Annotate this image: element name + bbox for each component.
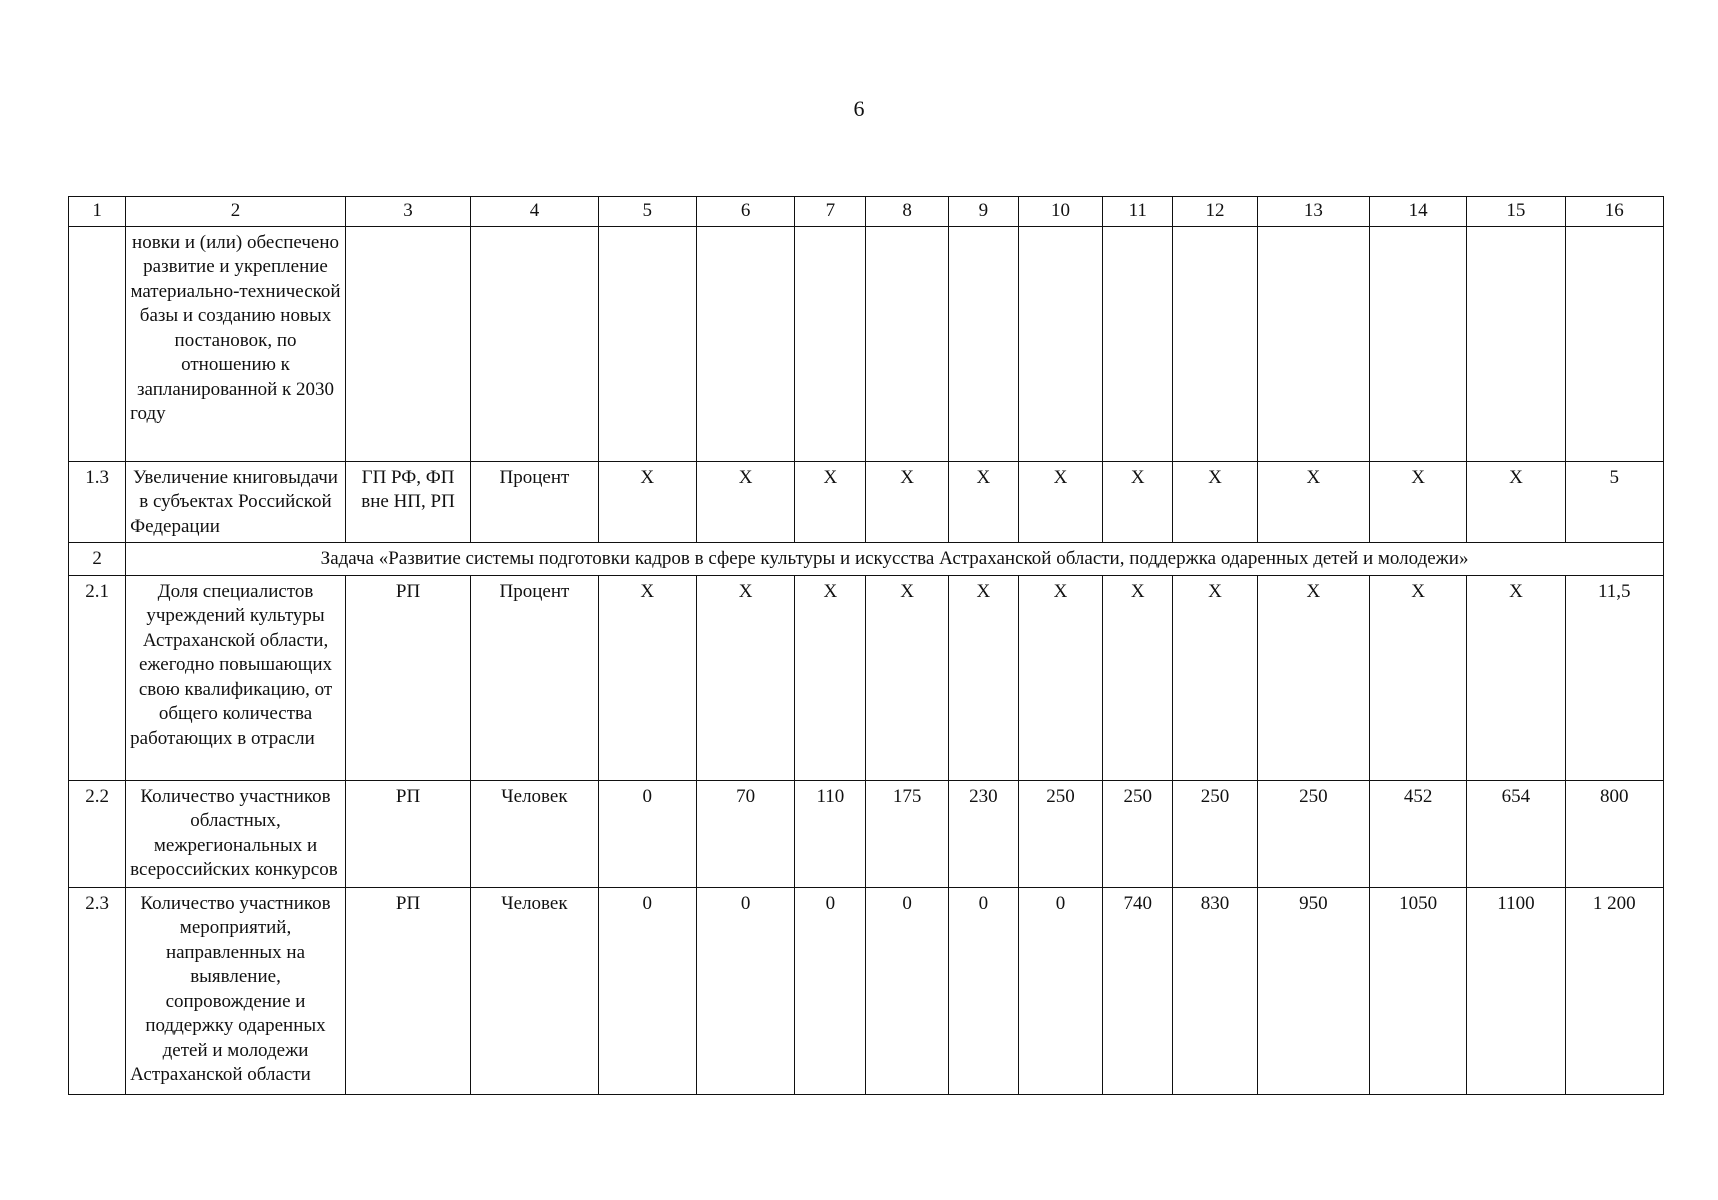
value-cell: Х (948, 461, 1018, 542)
value-cell: Х (1018, 461, 1102, 542)
indicator-name: Увеличение книговыдачи в субъектах Российской Федерации (126, 461, 346, 542)
value-cell: Х (1369, 461, 1466, 542)
value-cell: Х (696, 575, 794, 780)
empty-cell (1173, 226, 1257, 461)
column-number: 10 (1018, 197, 1102, 227)
value-cell: Х (866, 575, 948, 780)
empty-cell (598, 226, 696, 461)
value-cell: Х (1257, 575, 1369, 780)
value-cell: Х (598, 575, 696, 780)
table-row-continuation (69, 226, 1664, 461)
value-cell: 5 (1565, 461, 1663, 542)
table-row (69, 887, 1664, 1094)
column-number: 1 (69, 197, 126, 227)
value-cell: 1050 (1369, 887, 1466, 1094)
value-cell: Х (1369, 575, 1466, 780)
empty-cell (948, 226, 1018, 461)
value-cell: 250 (1018, 780, 1102, 887)
column-number: 6 (696, 197, 794, 227)
value-cell: Х (1173, 575, 1257, 780)
empty-cell (1467, 226, 1565, 461)
value-cell: 654 (1467, 780, 1565, 887)
value-cell: Х (1103, 461, 1173, 542)
value-cell: Х (795, 461, 866, 542)
column-number: 8 (866, 197, 948, 227)
value-cell: Х (1173, 461, 1257, 542)
empty-cell (795, 226, 866, 461)
empty-cell (1103, 226, 1173, 461)
task-row (69, 542, 1664, 575)
value-cell: 0 (866, 887, 948, 1094)
value-cell: 230 (948, 780, 1018, 887)
row-number: 2.2 (69, 780, 126, 887)
source-cell: РП (345, 887, 470, 1094)
empty-cell (345, 226, 470, 461)
value-cell: 740 (1103, 887, 1173, 1094)
value-cell: 0 (696, 887, 794, 1094)
value-cell: 800 (1565, 780, 1663, 887)
value-cell: 175 (866, 780, 948, 887)
row-number: 1.3 (69, 461, 126, 542)
indicator-name: Количество участников мероприятий, направленных на выявление, сопровождение и поддержку одаренных детей и молодежи Астраханской области (126, 887, 346, 1094)
value-cell: 0 (948, 887, 1018, 1094)
value-cell: 0 (1018, 887, 1102, 1094)
column-number: 3 (345, 197, 470, 227)
value-cell: 452 (1369, 780, 1466, 887)
column-number: 14 (1369, 197, 1466, 227)
row-number: 2 (69, 542, 126, 575)
value-cell: 11,5 (1565, 575, 1663, 780)
empty-cell (1018, 226, 1102, 461)
value-cell: Х (795, 575, 866, 780)
empty-cell (1565, 226, 1663, 461)
column-number: 11 (1103, 197, 1173, 227)
value-cell: Х (696, 461, 794, 542)
column-number-row (69, 197, 1664, 227)
indicator-name: Доля специалистов учреждений культуры Астраханской области, ежегодно повышающих свою квалификацию, от общего количества работающих в отрасли (126, 575, 346, 780)
empty-cell (1257, 226, 1369, 461)
value-cell: Х (1467, 575, 1565, 780)
page-number: 6 (853, 96, 865, 121)
unit-cell: Человек (471, 780, 598, 887)
value-cell: Х (866, 461, 948, 542)
value-cell: Х (1467, 461, 1565, 542)
source-cell: РП (345, 575, 470, 780)
value-cell: 0 (795, 887, 866, 1094)
unit-cell: Человек (471, 887, 598, 1094)
column-number: 2 (126, 197, 346, 227)
row-number: 2.1 (69, 575, 126, 780)
indicator-name: Количество участников областных, межрегиональных и всероссийских конкурсов (126, 780, 346, 887)
value-cell: 250 (1173, 780, 1257, 887)
row-number-cell (69, 226, 126, 461)
table-row (69, 780, 1664, 887)
column-number: 15 (1467, 197, 1565, 227)
column-number: 16 (1565, 197, 1663, 227)
row-number: 2.3 (69, 887, 126, 1094)
value-cell: 250 (1103, 780, 1173, 887)
value-cell: Х (1103, 575, 1173, 780)
empty-cell (471, 226, 598, 461)
value-cell: Х (598, 461, 696, 542)
indicator-name: новки и (или) обеспечено развитие и укрепление материально-технической базы и созданию новых постановок, по отношению к запланированной к 2030 году (126, 226, 346, 461)
column-number: 7 (795, 197, 866, 227)
task-title: Задача «Развитие системы подготовки кадров в сфере культуры и искусства Астраханской области, поддержка одаренных детей и молодежи» (126, 542, 1664, 575)
source-cell: РП (345, 780, 470, 887)
value-cell: 1 200 (1565, 887, 1663, 1094)
source-cell: ГП РФ, ФП вне НП, РП (345, 461, 470, 542)
unit-cell: Процент (471, 575, 598, 780)
value-cell: Х (1018, 575, 1102, 780)
value-cell: 1100 (1467, 887, 1565, 1094)
empty-cell (1369, 226, 1466, 461)
value-cell: Х (948, 575, 1018, 780)
table-row (69, 461, 1664, 542)
column-number: 13 (1257, 197, 1369, 227)
empty-cell (866, 226, 948, 461)
value-cell: 830 (1173, 887, 1257, 1094)
value-cell: 250 (1257, 780, 1369, 887)
column-number: 9 (948, 197, 1018, 227)
value-cell: 950 (1257, 887, 1369, 1094)
value-cell: 0 (598, 887, 696, 1094)
value-cell: 0 (598, 780, 696, 887)
value-cell: Х (1257, 461, 1369, 542)
empty-cell (696, 226, 794, 461)
value-cell: 70 (696, 780, 794, 887)
column-number: 12 (1173, 197, 1257, 227)
value-cell: 110 (795, 780, 866, 887)
unit-cell: Процент (471, 461, 598, 542)
indicators-table (68, 196, 1664, 1095)
table-row (69, 575, 1664, 780)
column-number: 4 (471, 197, 598, 227)
column-number: 5 (598, 197, 696, 227)
